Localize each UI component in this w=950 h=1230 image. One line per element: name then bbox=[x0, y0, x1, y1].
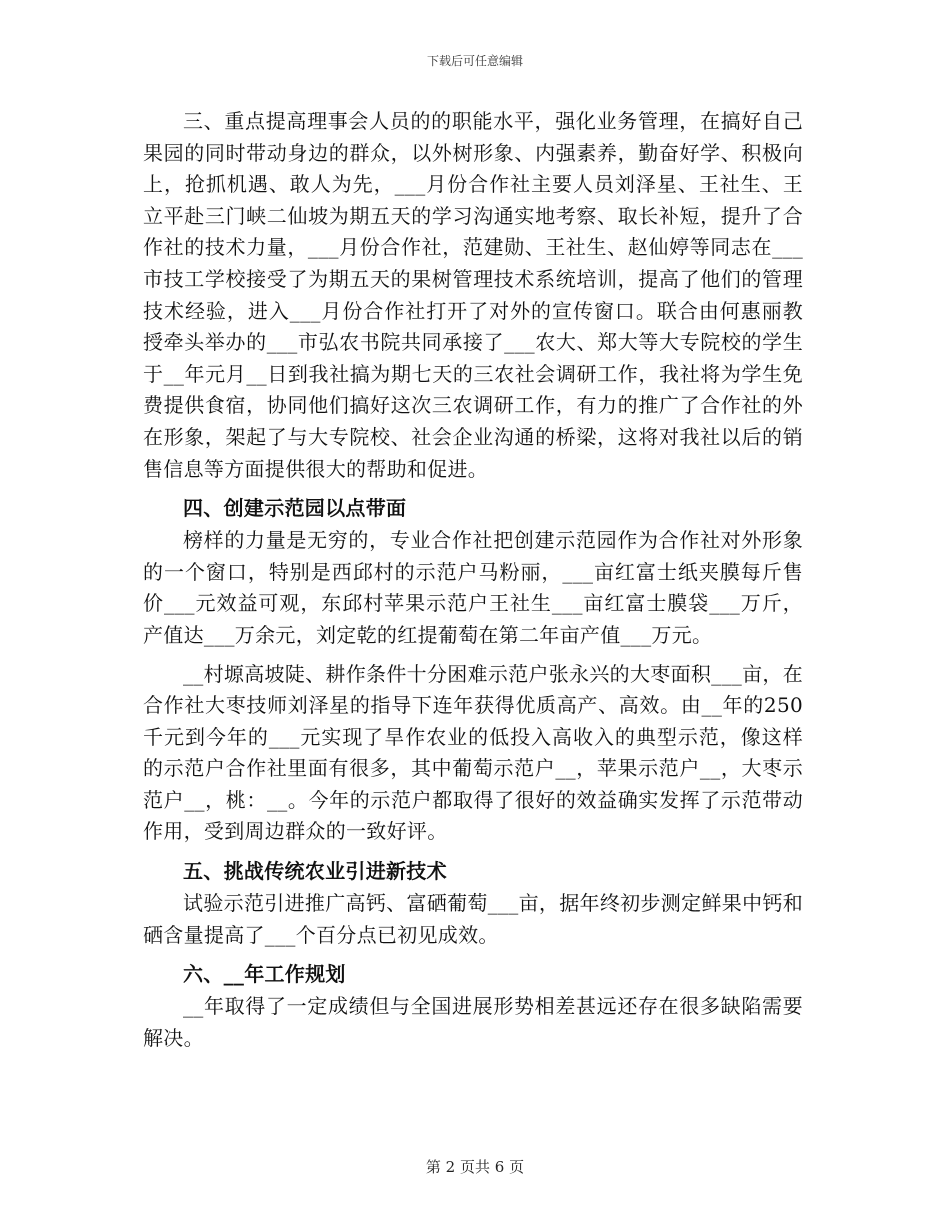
page-number: 第 2 页共 6 页 bbox=[425, 1158, 525, 1176]
section-3-paragraph: 三、重点提高理事会人员的的职能水平，强化业务管理，在搞好自己果园的同时带动身边的群众，以外树形象、内强素养，勤奋好学、积极向上，抢抓机遇、敢人为先，___月份合作社主要人员刘泽星、王社生、王立平赴三门峡二仙坡为期五天的学习沟通实地考察、取长补短，提升了合作社的技术力量，___月份合作社，范建勋、王社生、赵仙婷等同志在___市技工学校接受了为期五天的果树管理技术系统培训，提高了他们的管理技术经验，进入___月份合作社打开了对外的宣传窗口。联合由何惠丽教授牵头举办的___市弘农书院共同承接了___农大、郑大等大专院校的学生于__年元月__日到我社搞为期七天的三农社会调研工作，我社将为学生免费提供食宿，协同他们搞好这次三农调研工作，有力的推广了合作社的外在形象，架起了与大专院校、社会企业沟通的桥梁，这将对我社以后的销售信息等方面提供很大的帮助和促进。 bbox=[143, 109, 803, 481]
section-6-heading: 六、__年工作规划 bbox=[183, 962, 346, 987]
document-body bbox=[143, 106, 803, 1054]
section-5-paragraph: 试验示范引进推广高钙、富硒葡萄___亩，据年终初步测定鲜果中钙和硒含量提高了___个百分点已初见成效。 bbox=[143, 891, 803, 947]
section-6-paragraph: __年取得了一定成绩但与全国进展形势相差甚远还存在很多缺陷需要解决。 bbox=[143, 994, 803, 1050]
section-5-heading: 五、挑战传统农业引进新技术 bbox=[183, 859, 447, 884]
section-4-paragraph-2: __村塬高坡陡、耕作条件十分困难示范户张永兴的大枣面积___亩，在合作社大枣技师刘泽星的指导下连年获得优质高产、高效。由__年的250千元到今年的___元实现了旱作农业的低投入高收入的典型示范，像这样的示范户合作社里面有很多，其中葡萄示范户__，苹果示范户__，大枣示范户__，桃：__。今年的示范户都取得了很好的效益确实发挥了示范带动作用，受到周边群众的一致好评。 bbox=[143, 661, 803, 844]
section-4-paragraph-1: 榜样的力量是无穷的，专业合作社把创建示范园作为合作社对外形象的一个窗口，特别是西邱村的示范户马粉丽，___亩红富士纸夹膜每斤售价___元效益可观，东邱村苹果示范户王社生___亩红富士膜袋___万斤，产值达___万余元，刘定乾的红提葡萄在第二年亩产值___万元。 bbox=[143, 528, 803, 647]
page-header: 下载后可任意编辑 bbox=[426, 54, 523, 68]
section-4-heading: 四、创建示范园以点带面 bbox=[183, 496, 407, 521]
